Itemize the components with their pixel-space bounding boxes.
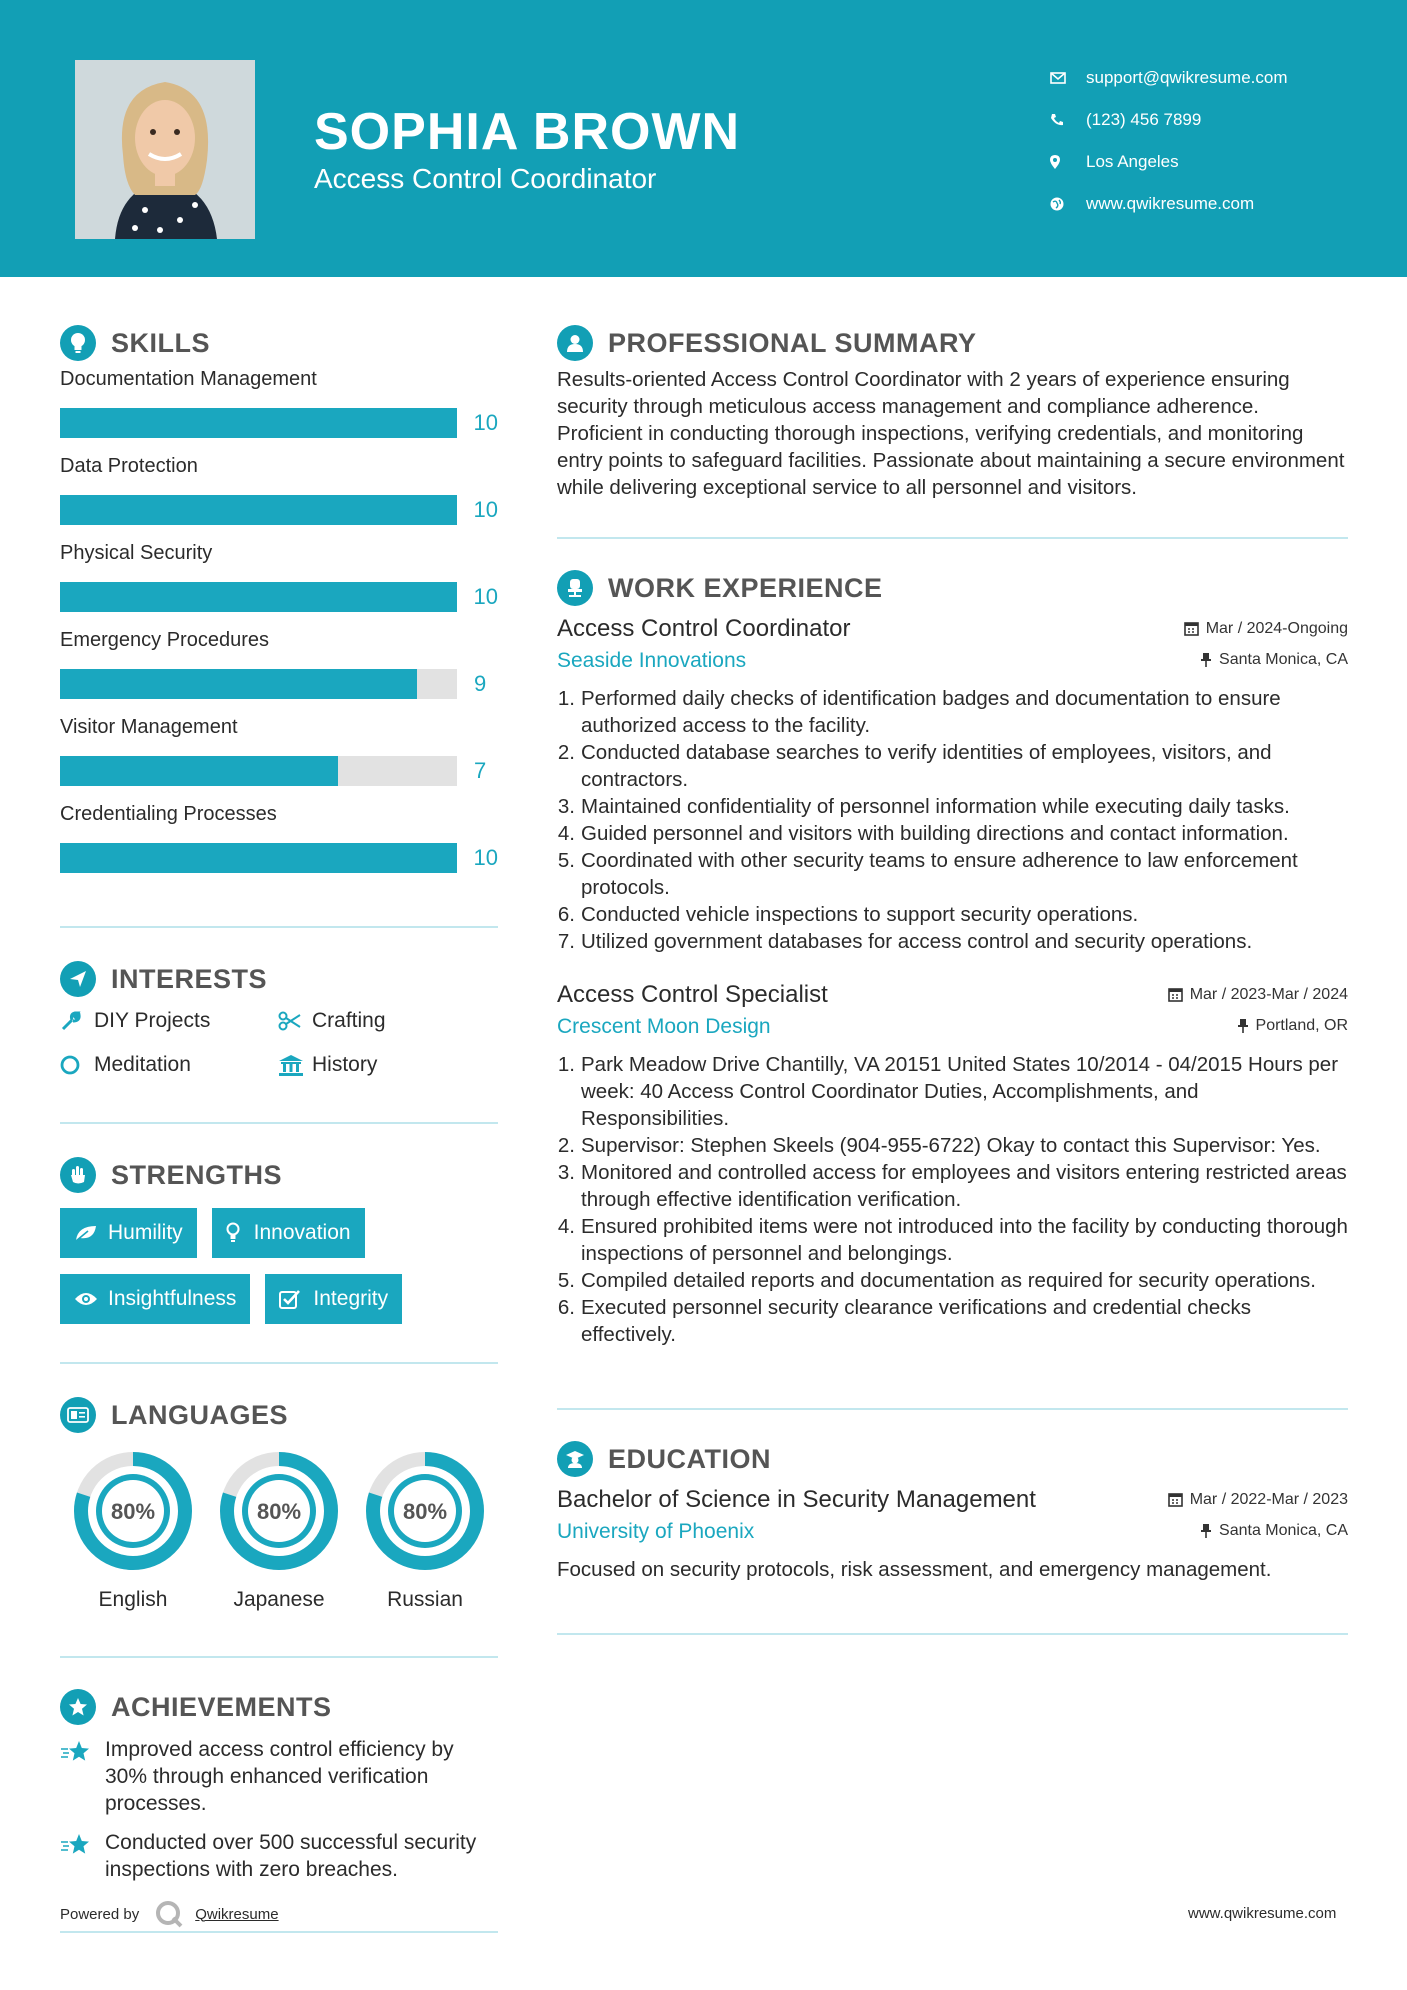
skill-bar-fill: [60, 408, 457, 438]
leaf-icon: [74, 1224, 108, 1242]
skill-bar-fill: [60, 495, 457, 525]
language-percent: 80%: [110, 1499, 156, 1524]
pushpin-icon: [1237, 1018, 1249, 1033]
achievement-item: [60, 1829, 498, 1883]
skill-item: [60, 801, 498, 888]
job-bullet: 1. Performed daily checks of identification badges and documentation to ensure authorized access to the facility.: [557, 687, 1281, 737]
candidate-title: Access Control Coordinator: [314, 163, 657, 194]
language-name: English: [98, 1588, 168, 1611]
language-item: [206, 1450, 352, 1612]
language-percent: 80%: [402, 1499, 448, 1524]
check-square-icon: [279, 1289, 313, 1309]
job-bullet: 4. Guided personnel and visitors with building directions and contact information.: [557, 822, 1289, 845]
section-divider: [557, 1408, 1348, 1410]
section-divider: [60, 1656, 498, 1658]
job-bullets: [557, 685, 1348, 955]
interest-label: History: [312, 1053, 378, 1076]
skill-item: [60, 627, 498, 714]
job-entry: [557, 981, 1348, 1348]
job-bullet: 1. Park Meadow Drive Chantilly, VA 20151 United States 10/2014 - 04/2015 Hours per week: 40 Access Control Coordinator Duties, Accomplishments, and Responsibilities.: [557, 1053, 1339, 1130]
powered-by-label: Powered by: [60, 1905, 140, 1923]
contact-email-text: support@qwikresume.com: [1086, 68, 1288, 87]
calendar-icon: [1168, 1492, 1183, 1507]
job-bullet: 2. Supervisor: Stephen Skeels (904-955-6722) Okay to contact this Supervisor: Yes.: [557, 1134, 1321, 1157]
contact-list: [1050, 57, 1288, 225]
degree-title: Bachelor of Science in Security Management: [557, 1486, 1036, 1513]
language-item: [60, 1450, 206, 1612]
contact-website[interactable]: [1050, 183, 1288, 225]
skills-heading: [60, 322, 498, 364]
calendar-icon: [1184, 621, 1199, 636]
education-entry: [557, 1486, 1348, 1583]
skill-value: 10: [473, 497, 498, 522]
section-divider: [557, 1633, 1348, 1635]
achievements-heading: [60, 1686, 498, 1728]
calendar-icon: [1168, 987, 1183, 1002]
contact-email[interactable]: [1050, 57, 1288, 99]
job-bullet: 3. Monitored and controlled access for employees and visitors entering restricted areas through effective identification verification.: [557, 1161, 1347, 1211]
star-badge-icon: [60, 1689, 96, 1725]
interests-heading: [60, 958, 498, 1000]
experience-title: WORK EXPERIENCE: [608, 572, 883, 603]
experience-heading: [557, 567, 1348, 609]
strength-label: Humility: [108, 1221, 183, 1244]
summary-text: Results-oriented Access Control Coordinator with 2 years of experience ensuring security through meticulous access management and compliance adherence. Proficient in conducting thorough inspections, verifying credentials, and monitoring entry points to safeguard facilities. Passionate about maintaining a secure environment while delivering exceptional service to all personnel and visitors.: [557, 368, 1345, 499]
skill-value: 7: [474, 758, 487, 783]
skill-name: Credentialing Processes: [60, 803, 277, 825]
contact-website-text: www.qwikresume.com: [1086, 194, 1255, 213]
interest-label: DIY Projects: [94, 1009, 211, 1032]
skill-bar: [60, 756, 457, 786]
skill-name: Visitor Management: [60, 716, 238, 738]
language-name: Russian: [387, 1588, 463, 1611]
job-bullet: 5. Coordinated with other security teams to ensure adherence to law enforcement protocols.: [557, 849, 1298, 899]
education-location: Santa Monica, CA: [1219, 1521, 1348, 1539]
hand-icon: [60, 1157, 96, 1193]
candidate-name: SOPHIA BROWN: [314, 103, 741, 161]
job-location: Santa Monica, CA: [1219, 650, 1348, 668]
strength-label: Innovation: [253, 1221, 351, 1244]
skill-bar-fill: [60, 669, 417, 699]
skill-item: [60, 714, 498, 801]
achievement-text: Conducted over 500 successful security inspections with zero breaches.: [105, 1831, 477, 1881]
languages-list: [60, 1450, 498, 1612]
contact-location: [1050, 141, 1288, 183]
left-column: [60, 322, 498, 1895]
star-icon: [60, 1736, 105, 1817]
interest-item: [60, 1008, 278, 1034]
school-name: University of Phoenix: [557, 1520, 755, 1543]
right-column: [557, 322, 1348, 1635]
circle-icon: [60, 1054, 94, 1076]
wrench-icon: [60, 1010, 94, 1032]
education-heading: [557, 1438, 1348, 1480]
strength-chip: [212, 1208, 365, 1258]
contact-phone-text: (123) 456 7899: [1086, 110, 1202, 129]
strength-chip: [265, 1274, 402, 1324]
language-icon: [60, 1397, 96, 1433]
interests-list: [60, 1008, 498, 1078]
interest-item: [278, 1008, 498, 1034]
pushpin-icon: [1200, 652, 1212, 667]
achievement-text: Improved access control efficiency by 30% through enhanced verification processes.: [105, 1738, 454, 1815]
map-pin-icon: [1050, 155, 1086, 169]
skill-bar: [60, 582, 457, 612]
strength-chip: [60, 1208, 197, 1258]
job-bullet: 6. Executed personnel security clearance verifications and credential checks effectively.: [557, 1296, 1252, 1346]
interest-item: [60, 1052, 278, 1078]
resume-header: [0, 0, 1407, 277]
lightbulb-icon: [60, 325, 96, 361]
strengths-list: [60, 1208, 498, 1324]
skill-bar: [60, 408, 457, 438]
job-bullet: 2. Conducted database searches to verify identities of employees, visitors, and contractors.: [557, 741, 1272, 791]
language-item: [352, 1450, 498, 1612]
skill-bar-fill: [60, 756, 338, 786]
company-name: Seaside Innovations: [557, 649, 747, 672]
job-bullet: 7. Utilized government databases for access control and security operations.: [557, 930, 1253, 953]
strengths-title: STRENGTHS: [111, 1159, 283, 1190]
education-description: Focused on security protocols, risk assessment, and emergency management.: [557, 1558, 1272, 1581]
footer-divider: [60, 1931, 498, 1933]
paper-plane-icon: [60, 961, 96, 997]
job-title: Access Control Coordinator: [557, 615, 851, 642]
languages-title: LANGUAGES: [111, 1399, 289, 1430]
achievements-list: [60, 1736, 498, 1883]
language-name: Japanese: [233, 1588, 325, 1611]
skill-item: [60, 366, 498, 453]
summary-heading: [557, 322, 1348, 364]
institution-icon: [278, 1054, 312, 1076]
job-bullets: [557, 1051, 1348, 1348]
skill-bar-fill: [60, 843, 457, 873]
brand-link[interactable]: Qwikresume: [195, 1905, 279, 1923]
skills-list: [60, 366, 498, 888]
job-bullet: 4. Ensured prohibited items were not introduced into the facility by conducting thorough inspections of personnel and belongings.: [557, 1215, 1348, 1265]
skill-value: 10: [473, 845, 498, 870]
eye-icon: [74, 1291, 108, 1307]
skills-title: SKILLS: [111, 327, 211, 358]
education-title: EDUCATION: [608, 1443, 771, 1474]
section-divider: [60, 926, 498, 928]
lightbulb-icon: [226, 1222, 254, 1244]
job-bullet: 6. Conducted vehicle inspections to support security operations.: [557, 903, 1139, 926]
job-entry: [557, 615, 1348, 955]
section-divider: [60, 1122, 498, 1124]
powered-by: [60, 1900, 279, 1928]
job-dates: Mar / 2023-Mar / 2024: [1189, 985, 1348, 1003]
interest-label: Crafting: [312, 1009, 386, 1032]
skill-bar-fill: [60, 582, 457, 612]
footer-website[interactable]: www.qwikresume.com: [1188, 1905, 1337, 1922]
phone-icon: [1050, 113, 1086, 127]
education-dates: Mar / 2022-Mar / 2023: [1189, 1490, 1348, 1508]
qwikresume-logo-icon: [155, 1900, 183, 1928]
portrait-image: [75, 60, 255, 239]
scissors-icon: [278, 1011, 312, 1031]
interest-item: [278, 1052, 498, 1078]
language-donut: [72, 1450, 194, 1572]
skill-value: 10: [473, 410, 498, 435]
chair-icon: [557, 570, 593, 606]
company-name: Crescent Moon Design: [557, 1015, 771, 1038]
skill-item: [60, 540, 498, 627]
section-divider: [557, 537, 1348, 539]
user-icon: [557, 325, 593, 361]
skill-name: Emergency Procedures: [60, 629, 269, 651]
interests-title: INTERESTS: [111, 963, 268, 994]
pushpin-icon: [1200, 1523, 1212, 1538]
strengths-heading: [60, 1154, 498, 1196]
languages-heading: [60, 1394, 498, 1436]
skill-value: 10: [473, 584, 498, 609]
language-donut: [218, 1450, 340, 1572]
skill-name: Physical Security: [60, 542, 213, 564]
language-percent: 80%: [256, 1499, 302, 1524]
skill-item: [60, 453, 498, 540]
job-bullet: 5. Compiled detailed reports and documentation as required for security operations.: [557, 1269, 1316, 1292]
job-title: Access Control Specialist: [557, 981, 828, 1008]
contact-location-text: Los Angeles: [1086, 152, 1179, 171]
skill-value: 9: [474, 671, 487, 696]
skill-bar: [60, 495, 457, 525]
profile-photo: [75, 60, 255, 239]
skill-name: Data Protection: [60, 455, 198, 477]
star-icon: [60, 1829, 105, 1883]
language-donut: [364, 1450, 486, 1572]
achievement-item: [60, 1736, 498, 1817]
achievements-title: ACHIEVEMENTS: [111, 1691, 332, 1722]
interest-label: Meditation: [94, 1053, 191, 1076]
skill-bar: [60, 669, 457, 699]
section-divider: [60, 1362, 498, 1364]
graduate-icon: [557, 1441, 593, 1477]
skill-bar: [60, 843, 457, 873]
strength-label: Insightfulness: [108, 1287, 237, 1310]
job-dates: Mar / 2024-Ongoing: [1205, 619, 1348, 637]
globe-icon: [1050, 197, 1086, 211]
strength-label: Integrity: [313, 1287, 389, 1310]
summary-title: PROFESSIONAL SUMMARY: [608, 327, 977, 358]
envelope-icon: [1050, 72, 1086, 84]
job-location: Portland, OR: [1255, 1016, 1348, 1034]
strength-chip: [60, 1274, 250, 1324]
job-bullet: 3. Maintained confidentiality of personnel information while executing daily tasks.: [557, 795, 1290, 818]
skill-name: Documentation Management: [60, 368, 317, 390]
contact-phone[interactable]: [1050, 99, 1288, 141]
